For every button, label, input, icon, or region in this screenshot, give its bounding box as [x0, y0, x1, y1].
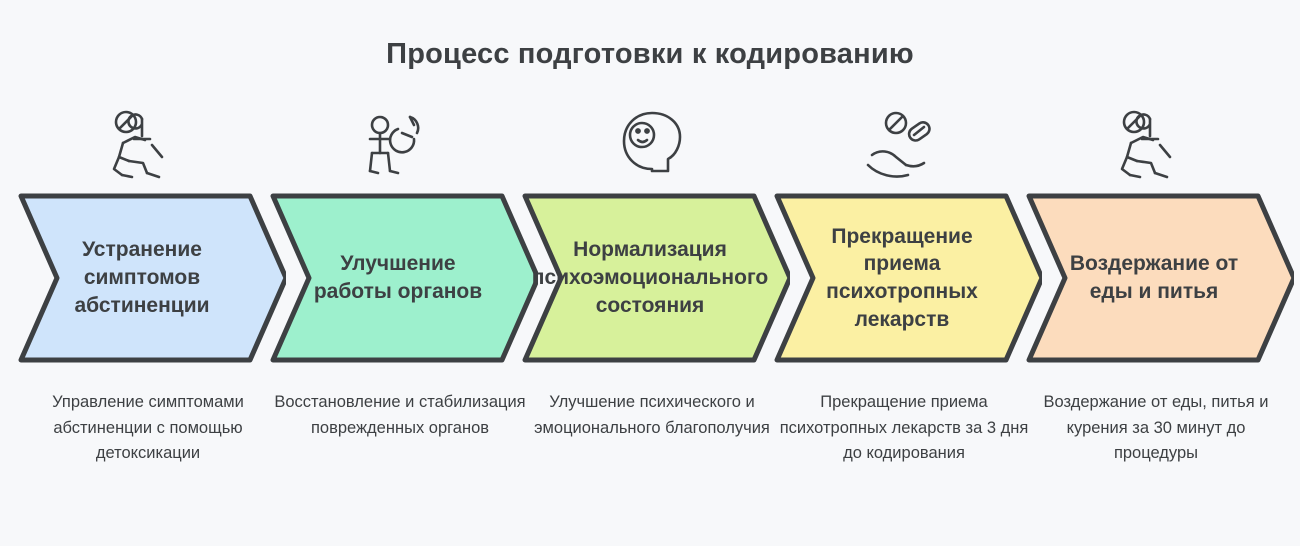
step-description-3: Улучшение психического и эмоционального благополучия [534, 393, 770, 437]
step-description-5: Воздержание от еды, питья и курения за 30 минут до процедуры [1043, 393, 1269, 463]
process-step-2[interactable] [270, 105, 530, 545]
person-organ-icon [270, 105, 530, 189]
process-step-3[interactable] [522, 105, 782, 545]
step-label-2: Улучшение работы органов [313, 252, 483, 303]
step-description-1: Управление симптомами абстиненции с помощью детоксикации [52, 393, 244, 463]
process-step-5[interactable] [1026, 105, 1286, 545]
step-description-2: Восстановление и стабилизация поврежденных органов [274, 393, 526, 437]
process-step-1[interactable] [18, 105, 278, 545]
no-food-icon [1026, 105, 1286, 189]
person-detox-icon [18, 105, 278, 189]
step-label-3: Нормализация психоэмоционального состояния [531, 238, 769, 317]
step-label-1: Устранение симптомов абстиненции [74, 238, 210, 317]
page-title: Процесс подготовки к кодированию [386, 38, 914, 70]
step-label-5: Воздержание от еды и питья [1069, 252, 1239, 303]
step-description-4: Прекращение приема психотропных лекарств за 3 дня до кодирования [779, 393, 1029, 463]
process-step-4[interactable] [774, 105, 1034, 545]
process-steps [0, 105, 1300, 545]
hand-pills-icon [774, 105, 1034, 189]
head-mind-icon [522, 105, 782, 189]
step-label-4: Прекращение приема психотропных лекарств [826, 224, 978, 331]
